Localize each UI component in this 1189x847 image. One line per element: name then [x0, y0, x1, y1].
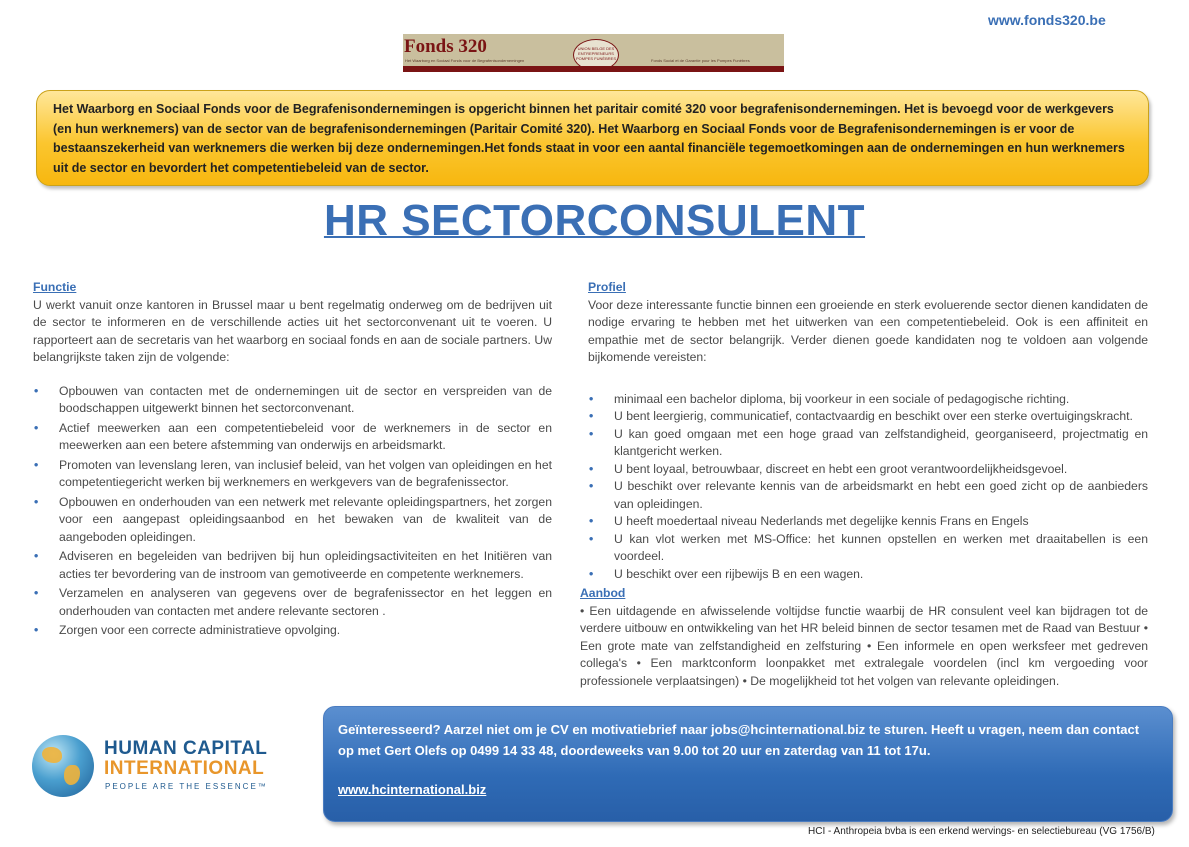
- list-item: [588, 478, 1148, 513]
- list-item-text: Opbouwen van contacten met de ondernemingen uit de sector en verspreiden van de boodschappen uitgewerkt binnen het sectorconvenant.: [59, 383, 552, 415]
- hci-tagline: PEOPLE ARE THE ESSENCE™: [105, 782, 268, 791]
- list-item-text: U beschikt over relevante kennis van de arbeidsmarkt en hebt een goed zicht op de aanbieders van opleidingen.: [614, 479, 1148, 511]
- list-item-text: U kan vlot werken met MS-Office: het kunnen opstellen en werken met draaitabellen is een voordeel.: [614, 531, 1148, 563]
- job-title: HR SECTORCONSULENT: [323, 196, 866, 245]
- bullet-icon: •: [34, 457, 39, 472]
- contact-text: Geïnteresseerd? Aarzel niet om je CV en motivatiebrief naar jobs@hcinternational.biz te sturen. Heeft u vragen, neem dan contact op met Gert Olefs op 0499 14 33 48, doordeweeks van 9.00 tot 20 uur en zaterdag van 11 tot 17u.: [338, 722, 1140, 758]
- functie-list: [33, 383, 552, 640]
- bullet-icon: •: [589, 391, 594, 406]
- intro-text: Het Waarborg en Sociaal Fonds voor de Begrafenisondernemingen is opgericht binnen het paritair comité 320 voor begrafenisondernemingen. Het is bevoegd voor de werkgevers (en hun werknemers) van de sector van de begrafenisondernemingen (Paritair Comité 320). Het Waarborg en Sociaal Fonds voor de Begrafenisondernemingen is er voor de bestaanszekerheid van werknemers die werken bij deze ondernemingen.Het fonds staat in voor een aantal financiële tegemoetkomingen aan de ondernemingen en hun werknemers uit de sector en bevordert het competentiebeleid van de sector.: [53, 102, 1125, 175]
- list-item: [33, 383, 552, 418]
- hci-name-line2: INTERNATIONAL: [104, 758, 265, 779]
- fonds-seal-text: UNION BELGE DES ENTREPRENEURS POMPES FUNÈBRES: [575, 46, 616, 61]
- bullet-icon: •: [589, 461, 594, 476]
- profiel-list: [588, 391, 1148, 584]
- fonds-logo-title: Fonds 320: [404, 36, 487, 57]
- intro-box: [36, 90, 1149, 186]
- list-item: [33, 585, 552, 620]
- bullet-icon: •: [34, 549, 39, 563]
- list-item-text: Zorgen voor een correcte administratieve opvolging.: [59, 623, 341, 637]
- list-item: [588, 461, 1148, 479]
- fonds-seal-icon: [573, 39, 619, 71]
- list-item: [33, 548, 552, 583]
- bullet-icon: •: [34, 586, 39, 600]
- aanbod-section: [580, 585, 1148, 690]
- list-item-text: Promoten van levenslang leren, van inclusief beleid, van het volgen van opleidingen en het competentiegericht werken bij werknemers en werkgevers van de begrafenissector.: [59, 457, 552, 489]
- bullet-icon: •: [589, 479, 594, 493]
- profiel-heading: Profiel: [588, 280, 626, 294]
- bullet-icon: •: [589, 566, 594, 581]
- bullet-icon: •: [34, 383, 39, 398]
- bullet-icon: •: [589, 426, 594, 441]
- list-item: [588, 531, 1148, 566]
- list-item-text: Verzamelen en analyseren van gegevens over de begrafenissector en het leggen en onderhouden van contacten met andere relevante sectoren .: [59, 586, 552, 618]
- list-item: [33, 622, 552, 640]
- list-item: [588, 391, 1148, 409]
- functie-heading: Functie: [33, 280, 77, 294]
- list-item-text: minimaal een bachelor diploma, bij voorkeur in een sociale of pedagogische richting.: [614, 391, 1070, 406]
- bullet-icon: •: [34, 420, 39, 435]
- list-item-text: U beschikt over een rijbewijs B en een wagen.: [614, 566, 864, 581]
- hci-name-line1: HUMAN CAPITAL: [104, 738, 268, 759]
- bullet-icon: •: [589, 531, 594, 546]
- list-item: [588, 513, 1148, 531]
- functie-intro: U werkt vanuit onze kantoren in Brussel maar u bent regelmatig onderweg om de bedrijven uit de sector te informeren en de verschillende acties uit het sectorconvenant uit te voeren. U rapporteert aan de secretaris van het waarborg en sociaal fonds en aan de sociale partners. Uw belangrijkste taken zijn de volgende:: [33, 297, 552, 364]
- list-item-text: U bent leergierig, communicatief, contactvaardig en beschikt over een sterke overtuigingskracht.: [614, 409, 1133, 423]
- bullet-icon: •: [589, 409, 594, 423]
- fonds-logo-subtitle-nl: Het Waarborg en Sociaal Fonds voor de Begrafenisondernemingen: [405, 58, 525, 63]
- aanbod-text: • Een uitdagende en afwisselende voltijdse functie waarbij de HR consulent veel kan bijdragen tot de verdere uitbouw en ontwikkeling van het HR beleid binnen de sector tesamen met de Raad van Bestuur • Een grote mate van zelfstandigheid en zelfsturing • Een informele en open werksfeer met gedreven collega's • Een marktconform loonpakket met extralegale voordelen (incl km vergoeding voor professionele verplaatsingen) • De mogelijkheid tot het volgen van relevante opleidingen.: [580, 603, 1148, 688]
- list-item-text: U kan goed omgaan met een hoge graad van zelfstandigheid, georganiseerd, projectmatig en klantgericht werken.: [614, 426, 1148, 458]
- functie-section: [33, 279, 552, 642]
- bullet-icon: •: [589, 514, 594, 528]
- list-item-text: Adviseren en begeleiden van bedrijven bij hun opleidingsactiviteiten en het Initiëren van acties ter bevordering van de instroom van gemotiveerde en competente werknemers.: [59, 549, 552, 581]
- hci-logo: [32, 735, 302, 801]
- list-item-text: Actief meewerken aan een competentiebeleid voor de werknemers in de sector en meewerken aan een betere afstemming van onderwijs en arbeidsmarkt.: [59, 420, 552, 452]
- list-item-text: U heeft moedertaal niveau Nederlands met degelijke kennis Frans en Engels: [614, 514, 1029, 528]
- list-item: [588, 408, 1148, 426]
- contact-box: [323, 706, 1173, 822]
- profiel-section: [588, 279, 1148, 583]
- hci-website-link[interactable]: www.hcinternational.biz: [338, 782, 487, 797]
- bullet-icon: •: [34, 494, 39, 509]
- list-item: [33, 457, 552, 492]
- bullet-icon: •: [34, 623, 39, 637]
- aanbod-heading: Aanbod: [580, 586, 626, 600]
- list-item: [588, 426, 1148, 461]
- list-item-text: U bent loyaal, betrouwbaar, discreet en hebt een groot verantwoordelijkheidsgevoel.: [614, 461, 1068, 476]
- list-item: [33, 494, 552, 547]
- profiel-intro: Voor deze interessante functie binnen een groeiende en sterk evoluerende sector dienen kandidaten de nodige ervaring te hebben met het uitwerken van een competentiebeleid. Ook is een affiniteit en empathie met de sector belangrijk. Verder dienen goede kandidaten nog te voldoen aan volgende bijkomende vereisten:: [588, 297, 1148, 364]
- fonds-logo-banner: [403, 34, 784, 72]
- globe-icon: [32, 735, 94, 797]
- fonds-logo-subtitle-fr: Fonds Social et de Garantie pour les Pompes Funèbres: [651, 58, 750, 63]
- list-item: [588, 566, 1148, 584]
- list-item-text: Opbouwen en onderhouden van een netwerk met relevante opleidingspartners, het zorgen voor een aangepast opleidingsaanbod en het bewaken van de kwaliteit van de aangeboden opleidingen.: [59, 494, 552, 544]
- website-link[interactable]: www.fonds320.be: [988, 12, 1106, 28]
- list-item: [33, 420, 552, 455]
- footnote: HCI - Anthropeia bvba is een erkend wervings- en selectiebureau (VG 1756/B): [808, 826, 1155, 837]
